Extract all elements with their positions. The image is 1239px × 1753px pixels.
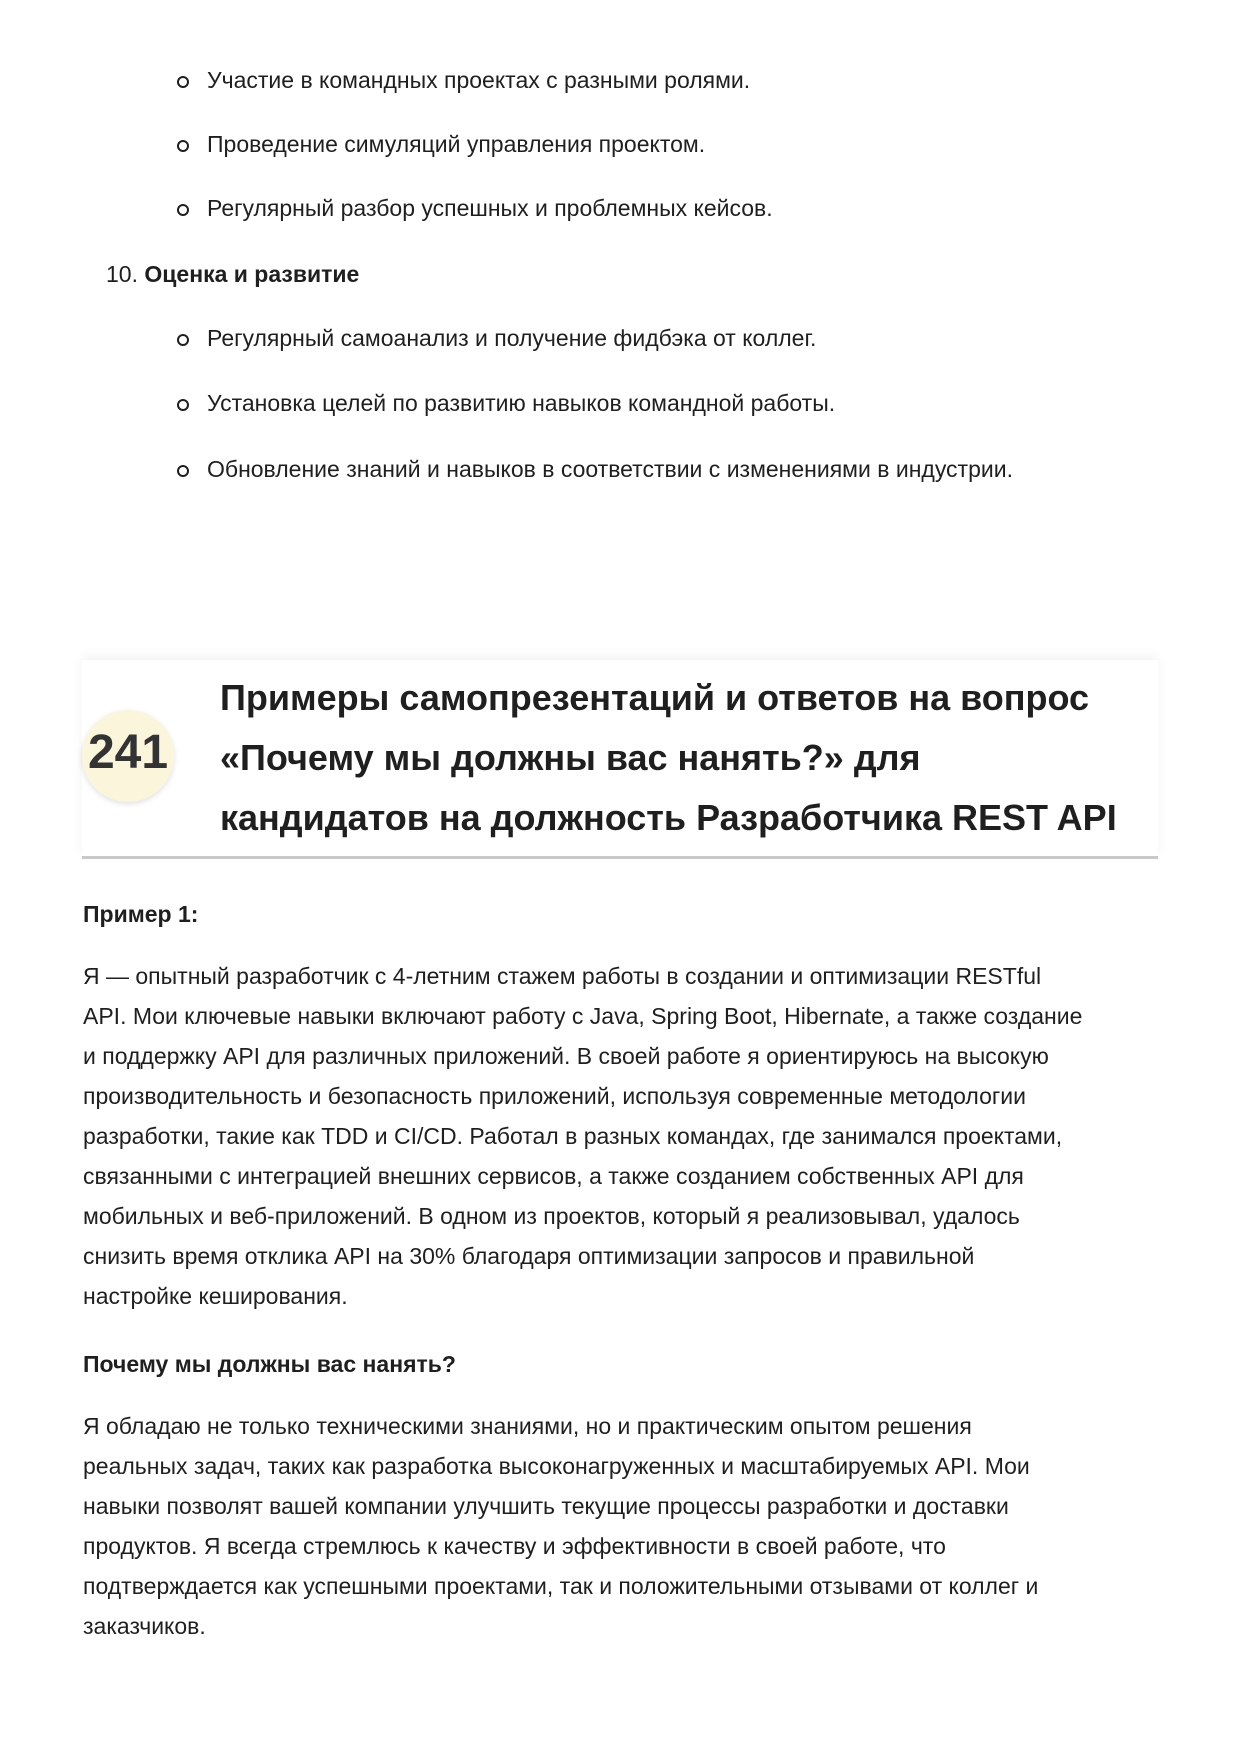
item-number: 10. [106,261,138,287]
hollow-circle-bullet-icon [177,140,189,152]
section-header [82,660,1158,859]
list-item-text: Проведение симуляций управления проектом. [207,131,706,157]
list-item-text: Установка целей по развитию навыков командной работы. [207,390,836,416]
hollow-circle-bullet-icon [177,465,189,477]
hollow-circle-bullet-icon [177,399,189,411]
item-title: Оценка и развитие [144,261,360,287]
paragraph-line: подтверждается как успешными проектами, так и положительными отзывами от коллег и [83,1573,1039,1599]
question-label: Почему мы должны вас нанять? [83,1351,456,1377]
paragraph-line: навыки позволят вашей компании улучшить текущие процессы разработки и доставки [83,1493,1009,1519]
example-label: Пример 1: [83,901,199,927]
example-paragraph [83,956,1163,1316]
section-number: 241 [87,726,169,779]
paragraph-line: API. Мои ключевые навыки включают работу с Java, Spring Boot, Hibernate, а также создание [83,1003,1083,1029]
list-item-text: Регулярный разбор успешных и проблемных кейсов. [207,195,773,221]
list-item-text: Участие в командных проектах с разными ролями. [207,67,751,93]
paragraph-line: Я — опытный разработчик с 4-летним стажем работы в создании и оптимизации RESTful [83,963,1042,989]
hollow-circle-bullet-icon [177,76,189,88]
section-title-line: кандидатов на должность Разработчика REST API [220,797,1117,838]
hollow-circle-bullet-icon [177,204,189,216]
paragraph-line: продуктов. Я всегда стремлюсь к качеству и эффективности в своей работе, что [83,1533,946,1559]
hollow-circle-bullet-icon [177,334,189,346]
paragraph-line: и поддержку API для различных приложений. В своей работе я ориентируюсь на высокую [83,1043,1049,1069]
section-title [220,668,1150,848]
paragraph-line: настройке кеширования. [83,1283,348,1309]
paragraph-line: мобильных и веб-приложений. В одном из проектов, который я реализовывал, удалось [83,1203,1020,1229]
paragraph-line: производительность и безопасность приложений, используя современные методологии [83,1083,1026,1109]
answer-paragraph [83,1406,1163,1646]
list-item-text: Обновление знаний и навыков в соответствии с изменениями в индустрии. [207,456,1013,482]
list-item-text: Регулярный самоанализ и получение фидбэка от коллег. [207,325,817,351]
section-title-line: «Почему мы должны вас нанять?» для [220,737,921,778]
numbered-item [106,256,359,292]
paragraph-line: заказчиков. [83,1613,206,1639]
paragraph-line: снизить время отклика API на 30% благодаря оптимизации запросов и правильной [83,1243,975,1269]
paragraph-line: связанными с интеграцией внешних сервисов, а также созданием собственных API для [83,1163,1024,1189]
section-title-line: Примеры самопрезентаций и ответов на вопрос [220,677,1090,718]
paragraph-line: разработки, такие как TDD и CI/CD. Работал в разных командах, где занимался проектами, [83,1123,1063,1149]
paragraph-line: реальных задач, таких как разработка высоконагруженных и масштабируемых API. Мои [83,1453,1030,1479]
paragraph-line: Я обладаю не только техническими знаниями, но и практическим опытом решения [83,1413,972,1439]
